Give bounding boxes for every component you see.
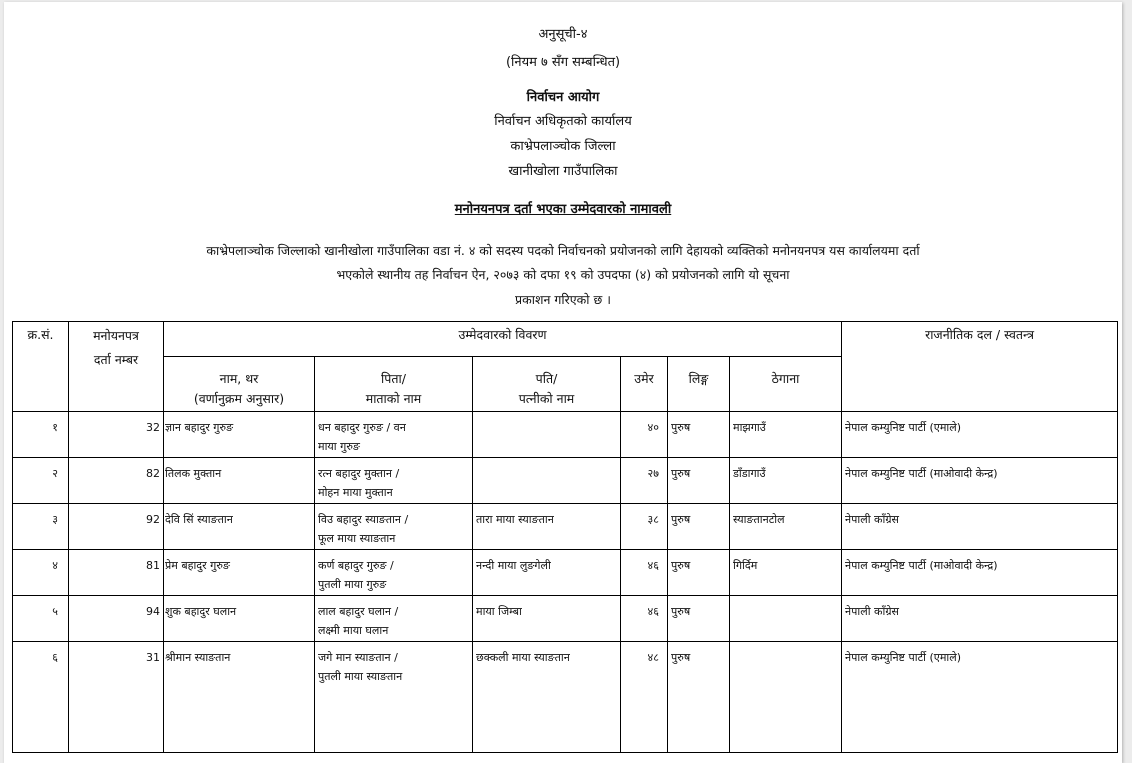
address-header: ठेगाना (730, 357, 842, 412)
row-registration-number: 82 (69, 458, 164, 504)
parent-header-line2: माताको नाम (365, 391, 422, 406)
office-name: निर्वाचन अधिकृतको कार्यालय (494, 114, 632, 129)
age-header: उमेर (621, 357, 668, 412)
name-header (164, 357, 315, 412)
row-spouse-name: नन्दी माया लुङगेली (473, 550, 621, 596)
row-address: गिर्दिम (730, 550, 842, 596)
row-candidate-name: शुक बहादुर घलान (164, 596, 315, 642)
row-age: ४० (621, 412, 668, 458)
row-registration-number: 31 (69, 642, 164, 753)
row-parent-names (315, 596, 473, 642)
row-party: नेपाल कम्युनिष्ट पार्टी (माओवादी केन्द्र) (842, 550, 1118, 596)
row-spouse-name: तारा माया स्याङतान (473, 504, 621, 550)
row-party: नेपाल कम्युनिष्ट पार्टी (एमाले) (842, 412, 1118, 458)
party-header: राजनीतिक दल / स्वतन्त्र (842, 322, 1118, 412)
name-header-line1: नाम, थर (219, 371, 259, 386)
row-spouse-name: छक्कली माया स्याङतान (473, 642, 621, 753)
row-serial: ५ (13, 596, 69, 642)
parent-header (315, 357, 473, 412)
row-serial: २ (13, 458, 69, 504)
registration-number-header-line1: मनोयनपत्र (93, 328, 139, 343)
row-address: डाँडागाउँ (730, 458, 842, 504)
row-parent-line1: जगे मान स्याङतान / (318, 651, 398, 664)
name-header-line2: (वर्णानुक्रम अनुसार) (193, 391, 285, 406)
parent-header-line1: पिता/ (381, 371, 406, 386)
row-parent-line1: विउ बहादुर स्याङतान / (318, 513, 409, 526)
row-age: ३८ (621, 504, 668, 550)
rule-reference: (नियम ७ सँग सम्बन्धित) (505, 55, 621, 70)
row-candidate-name: तिलक मुक्तान (164, 458, 315, 504)
row-spouse-name (473, 458, 621, 504)
row-parent-line1: रत्न बहादुर मुक्तान / (318, 467, 400, 480)
row-parent-line1: लाल बहादुर घलान / (318, 605, 399, 618)
row-parent-line1: कर्ण बहादुर गुरुङ / (318, 559, 394, 572)
spouse-header-line1: पति/ (535, 371, 558, 386)
row-registration-number: 92 (69, 504, 164, 550)
gender-header: लिङ्ग (668, 357, 730, 412)
row-address: स्याङतानटोल (730, 504, 842, 550)
row-parent-names (315, 458, 473, 504)
row-registration-number: 81 (69, 550, 164, 596)
table-header-row (13, 322, 1118, 357)
spouse-header-line2: पत्नीको नाम (518, 391, 575, 406)
row-age: ४८ (621, 642, 668, 753)
row-address (730, 642, 842, 753)
row-parent-line2: पुतली माया गुरुङ (318, 578, 387, 591)
table-row (13, 642, 1118, 753)
row-parent-names (315, 642, 473, 753)
row-gender: पुरुष (668, 550, 730, 596)
row-candidate-name: ज्ञान बहादुर गुरुङ (164, 412, 315, 458)
document-page (4, 2, 1122, 763)
row-age: ४६ (621, 596, 668, 642)
row-serial: ४ (13, 550, 69, 596)
row-parent-line2: पुतली माया स्याङतान (318, 670, 403, 683)
row-address: माझगाउँ (730, 412, 842, 458)
row-parent-line2: फूल माया स्याङतान (318, 532, 396, 545)
row-registration-number: 94 (69, 596, 164, 642)
row-serial: ६ (13, 642, 69, 753)
row-parent-line2: माया गुरुङ (318, 440, 360, 453)
row-party: नेपाल कम्युनिष्ट पार्टी (माओवादी केन्द्र) (842, 458, 1118, 504)
candidates-table (12, 321, 1118, 753)
table-row (13, 412, 1118, 458)
row-parent-line1: धन बहादुर गुरुङ / वन (318, 421, 406, 434)
municipality-name: खानीखोला गाउँपालिका (508, 164, 618, 179)
row-gender: पुरुष (668, 458, 730, 504)
row-candidate-name: श्रीमान स्याङतान (164, 642, 315, 753)
row-gender: पुरुष (668, 596, 730, 642)
district-name: काभ्रेपलाञ्चोक जिल्ला (510, 139, 616, 154)
registration-number-header-line2: दर्ता नम्बर (93, 352, 139, 367)
row-age: ४६ (621, 550, 668, 596)
table-row (13, 550, 1118, 596)
row-party: नेपाली काँग्रेस (842, 596, 1118, 642)
spouse-header (473, 357, 621, 412)
table-row (13, 458, 1118, 504)
serial-header: क्र.सं. (13, 322, 69, 412)
row-age: २७ (621, 458, 668, 504)
row-gender: पुरुष (668, 642, 730, 753)
notice-line-2: भएकोले स्थानीय तह निर्वाचन ऐन, २०७३ को दफा १९ को उपदफा (४) को प्रयोजनको लागि यो सूचना (336, 267, 790, 282)
row-parent-names (315, 504, 473, 550)
registration-number-header (69, 322, 164, 412)
row-gender: पुरुष (668, 504, 730, 550)
row-serial: १ (13, 412, 69, 458)
candidate-details-header: उम्मेदवारको विवरण (164, 322, 842, 357)
row-serial: ३ (13, 504, 69, 550)
row-gender: पुरुष (668, 412, 730, 458)
row-candidate-name: देवि सिं स्याङतान (164, 504, 315, 550)
row-candidate-name: प्रेम बहादुर गुरुङ (164, 550, 315, 596)
notice-line-3: प्रकाशन गरिएको छ । (515, 292, 611, 307)
notice-line-1: काभ्रेपलाञ्चोक जिल्लाको खानीखोला गाउँपालिका वडा नं. ४ को सदस्य पदको निर्वाचनको प्रयोजनको लागि देहायको व्यक्तिको मनोनयनपत्र यस कार्यालयमा दर्ता (206, 243, 920, 258)
schedule-label: अनुसूची-४ (538, 27, 588, 42)
row-registration-number: 32 (69, 412, 164, 458)
row-party: नेपाली काँग्रेस (842, 504, 1118, 550)
row-parent-line2: मोहन माया मुक्तान (318, 486, 393, 499)
table-row (13, 504, 1118, 550)
table-row (13, 596, 1118, 642)
row-party: नेपाल कम्युनिष्ट पार्टी (एमाले) (842, 642, 1118, 753)
document-title: मनोनयनपत्र दर्ता भएका उम्मेदवारको नामावली (454, 202, 672, 217)
row-spouse-name: माया जिम्बा (473, 596, 621, 642)
row-spouse-name (473, 412, 621, 458)
row-parent-names (315, 412, 473, 458)
row-parent-names (315, 550, 473, 596)
commission-name: निर्वाचन आयोग (526, 90, 600, 105)
row-parent-line2: लक्ष्मी माया घलान (318, 624, 389, 637)
row-address (730, 596, 842, 642)
